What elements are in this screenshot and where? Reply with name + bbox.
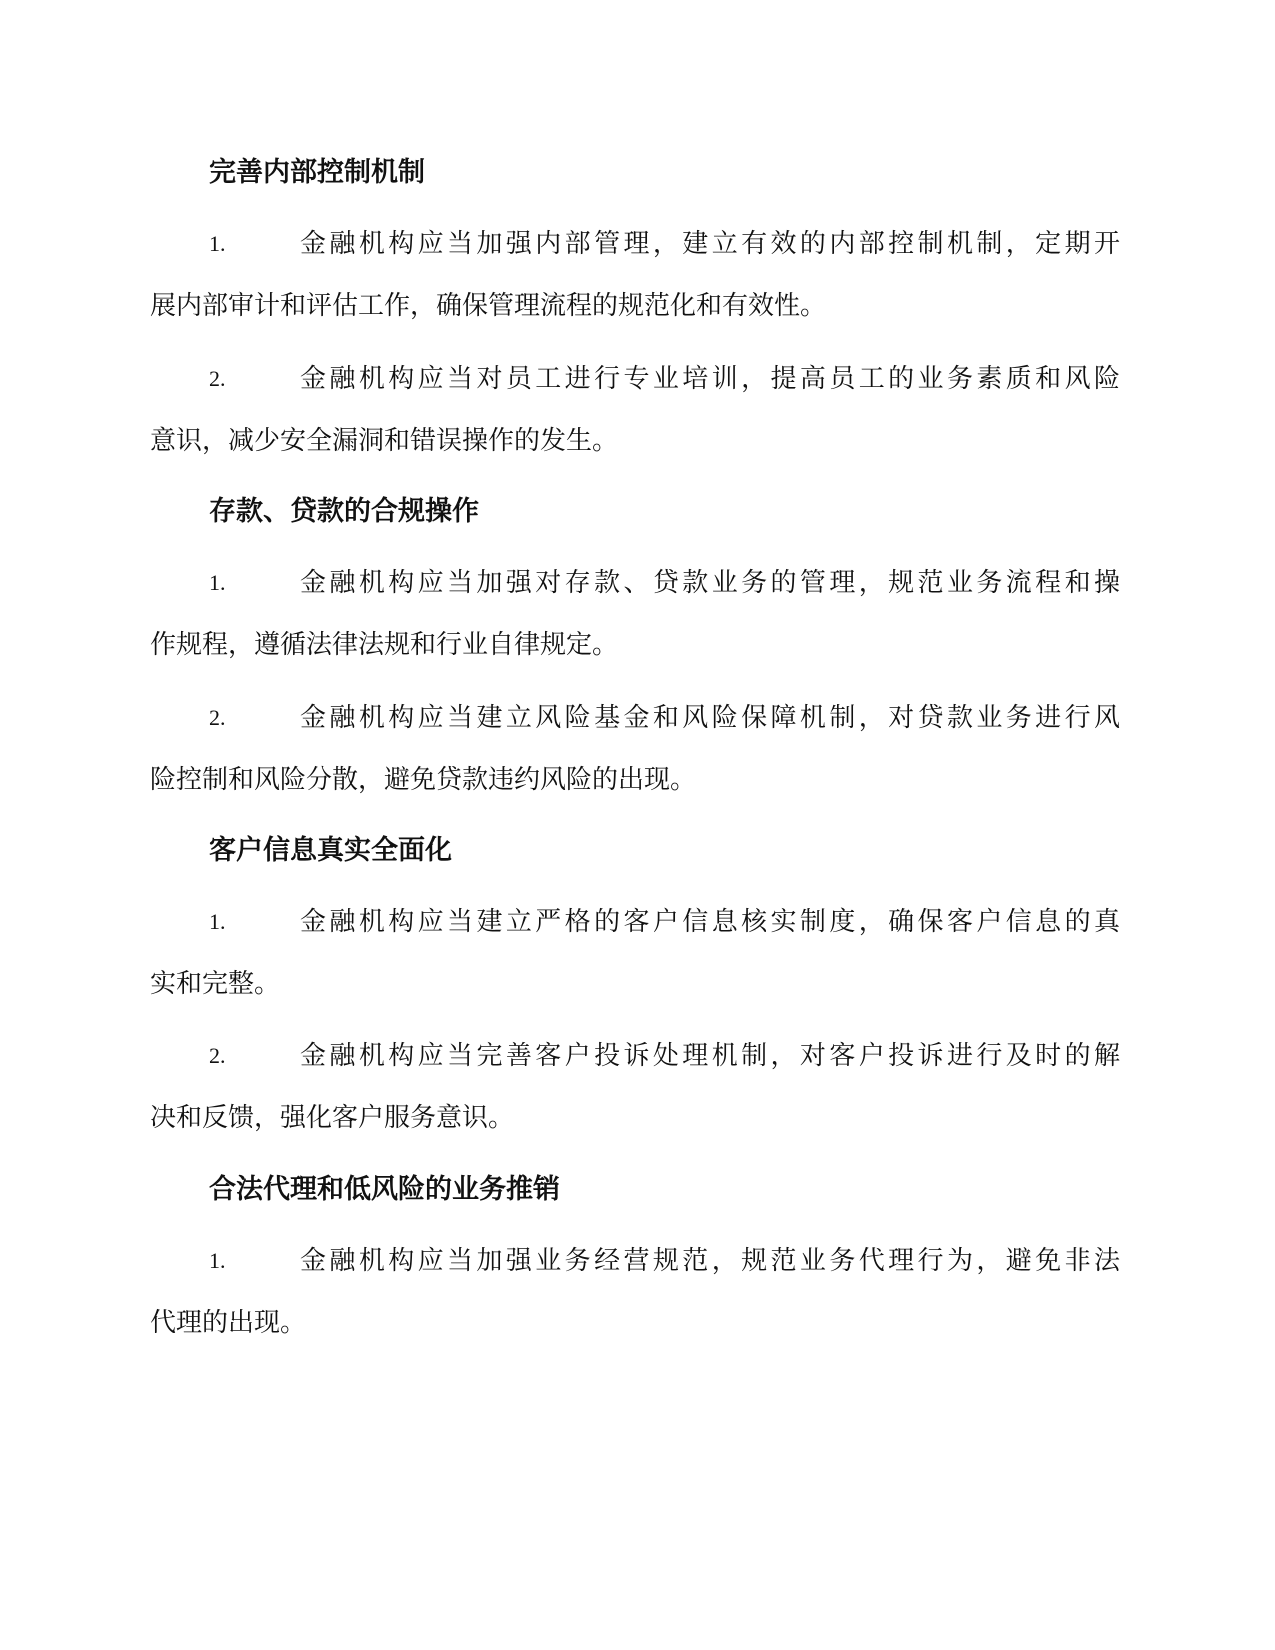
list-item-continuation-line bbox=[150, 288, 1120, 324]
list-item-text: 金融机构应当加强内部管理，建立有效的内部控制机制，定期开 bbox=[300, 229, 1120, 259]
list-item-text-continued: 代理的出现。 bbox=[150, 1308, 307, 1338]
list-item-first-line bbox=[150, 565, 1120, 601]
list-item-number: 1. bbox=[209, 570, 226, 595]
list-item-first-line bbox=[150, 700, 1120, 736]
list-item-text-continued: 实和完整。 bbox=[150, 969, 281, 999]
section-heading: 完善内部控制机制 bbox=[209, 157, 425, 188]
list-item bbox=[150, 700, 1120, 798]
list-item-text: 金融机构应当建立风险基金和风险保障机制，对贷款业务进行风 bbox=[300, 703, 1120, 733]
list-item-first-line bbox=[150, 361, 1120, 397]
list-item-text: 金融机构应当建立严格的客户信息核实制度，确保客户信息的真 bbox=[300, 907, 1120, 937]
list-item-continuation-line bbox=[150, 627, 1120, 663]
list-item-text-continued: 作规程，遵循法律法规和行业自律规定。 bbox=[150, 630, 619, 660]
list-item-continuation-line bbox=[150, 1100, 1120, 1136]
list-item bbox=[150, 565, 1120, 663]
list-item-first-line bbox=[150, 1243, 1120, 1279]
list-item-continuation-line bbox=[150, 1305, 1120, 1341]
section-heading: 合法代理和低风险的业务推销 bbox=[209, 1174, 560, 1205]
list-item-text: 金融机构应当完善客户投诉处理机制，对客户投诉进行及时的解 bbox=[300, 1041, 1120, 1071]
list-item-continuation-line bbox=[150, 762, 1120, 798]
section-heading: 客户信息真实全面化 bbox=[209, 835, 452, 866]
list-item bbox=[150, 226, 1120, 324]
list-item-text-continued: 展内部审计和评估工作，确保管理流程的规范化和有效性。 bbox=[150, 291, 827, 321]
list-item-first-line bbox=[150, 904, 1120, 940]
list-item-number: 1. bbox=[209, 909, 226, 934]
list-item-continuation-line bbox=[150, 423, 1120, 459]
list-item bbox=[150, 1243, 1120, 1341]
section-heading: 存款、贷款的合规操作 bbox=[209, 496, 479, 527]
list-item-text-continued: 决和反馈，强化客户服务意识。 bbox=[150, 1103, 515, 1133]
list-item-first-line bbox=[150, 226, 1120, 262]
list-item-text-continued: 险控制和风险分散，避免贷款违约风险的出现。 bbox=[150, 765, 697, 795]
list-item bbox=[150, 1038, 1120, 1136]
list-item bbox=[150, 361, 1120, 459]
list-item-text: 金融机构应当加强业务经营规范，规范业务代理行为，避免非法 bbox=[300, 1246, 1120, 1276]
list-item-first-line bbox=[150, 1038, 1120, 1074]
list-item-text: 金融机构应当加强对存款、贷款业务的管理，规范业务流程和操 bbox=[300, 568, 1120, 598]
list-item-text-continued: 意识，减少安全漏洞和错误操作的发生。 bbox=[150, 426, 619, 456]
list-item-text: 金融机构应当对员工进行专业培训，提高员工的业务素质和风险 bbox=[300, 364, 1120, 394]
list-item-number: 1. bbox=[209, 1248, 226, 1273]
list-item bbox=[150, 904, 1120, 1002]
list-item-number: 2. bbox=[209, 1043, 226, 1068]
list-item-number: 2. bbox=[209, 366, 226, 391]
list-item-continuation-line bbox=[150, 966, 1120, 1002]
list-item-number: 1. bbox=[209, 231, 226, 256]
list-item-number: 2. bbox=[209, 705, 226, 730]
